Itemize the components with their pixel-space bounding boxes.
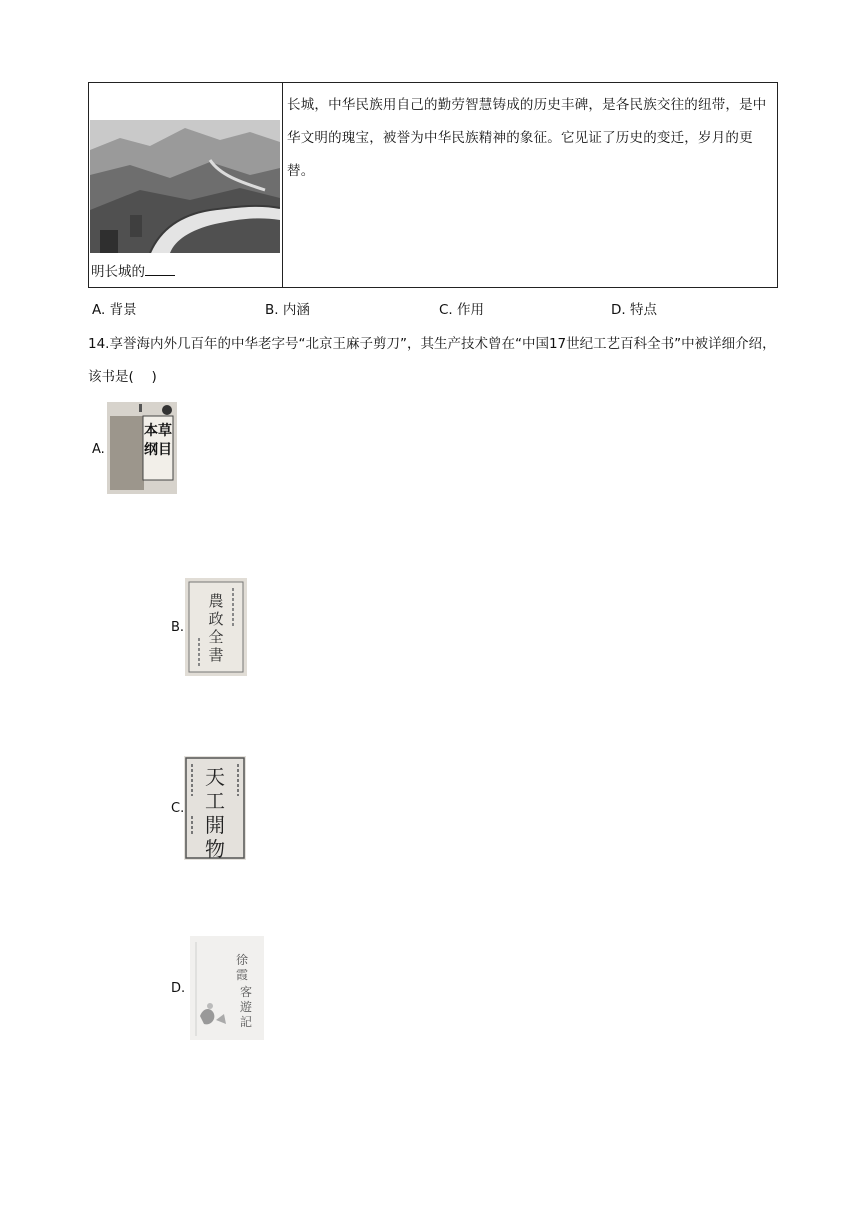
book-cover-bencao-gangmu xyxy=(107,402,177,494)
book-cover-a-image xyxy=(107,402,177,494)
question-13-options xyxy=(0,298,860,318)
option-b[interactable]: B. 内涵 xyxy=(265,302,310,318)
svg-text:政: 政 xyxy=(208,610,224,628)
svg-text:農: 農 xyxy=(208,592,224,610)
book-cover-xuxiake-youji xyxy=(190,936,264,1040)
book-cover-d-image xyxy=(190,936,264,1040)
svg-text:客: 客 xyxy=(239,985,253,999)
svg-text:開: 開 xyxy=(205,813,225,837)
choice-a-label: A. xyxy=(92,442,105,457)
choice-c-label: C. xyxy=(171,801,185,816)
great-wall-photo xyxy=(90,120,280,253)
question-13-table xyxy=(88,82,778,288)
svg-text:徐: 徐 xyxy=(235,953,249,967)
svg-text:霞: 霞 xyxy=(235,968,249,982)
svg-text:纲目: 纲目 xyxy=(144,442,172,458)
book-cover-c-image xyxy=(184,756,246,860)
choice-d-label: D. xyxy=(171,981,186,996)
svg-text:全: 全 xyxy=(208,628,224,646)
option-d[interactable]: D. 特点 xyxy=(611,302,657,318)
choice-b-label: B. xyxy=(171,620,185,635)
svg-text:工: 工 xyxy=(205,789,225,813)
option-c[interactable]: C. 作用 xyxy=(439,302,485,318)
photo-caption xyxy=(91,261,175,282)
svg-text:記: 記 xyxy=(239,1015,253,1029)
svg-text:遊: 遊 xyxy=(239,1000,253,1014)
svg-text:物: 物 xyxy=(205,837,225,860)
svg-text:本草: 本草 xyxy=(144,423,172,439)
svg-text:書: 書 xyxy=(208,646,224,664)
caption-text: 明长城的 xyxy=(91,264,145,280)
table-divider xyxy=(282,83,283,287)
book-cover-tiangong-kaiwu xyxy=(184,756,246,860)
svg-text:天: 天 xyxy=(205,765,225,789)
option-a[interactable]: A. 背景 xyxy=(92,302,137,318)
book-cover-b-image xyxy=(185,578,247,676)
answer-blank xyxy=(145,261,175,276)
question-14-stem: 14.享誉海内外几百年的中华老字号“北京王麻子剪刀”，其生产技术曾在“中国17世纪工艺百科全书”中被详细介绍，该书是( ) xyxy=(88,336,776,385)
book-cover-nongzheng-quanshu xyxy=(185,578,247,676)
great-wall-illustration xyxy=(90,120,280,253)
passage-text: 长城，中华民族用自己的勤劳智慧铸成的历史丰碑，是各民族交往的纽带，是中华文明的瑰宝，被誉为中华民族精神的象征。它见证了历史的变迁，岁月的更替。 xyxy=(287,97,767,179)
